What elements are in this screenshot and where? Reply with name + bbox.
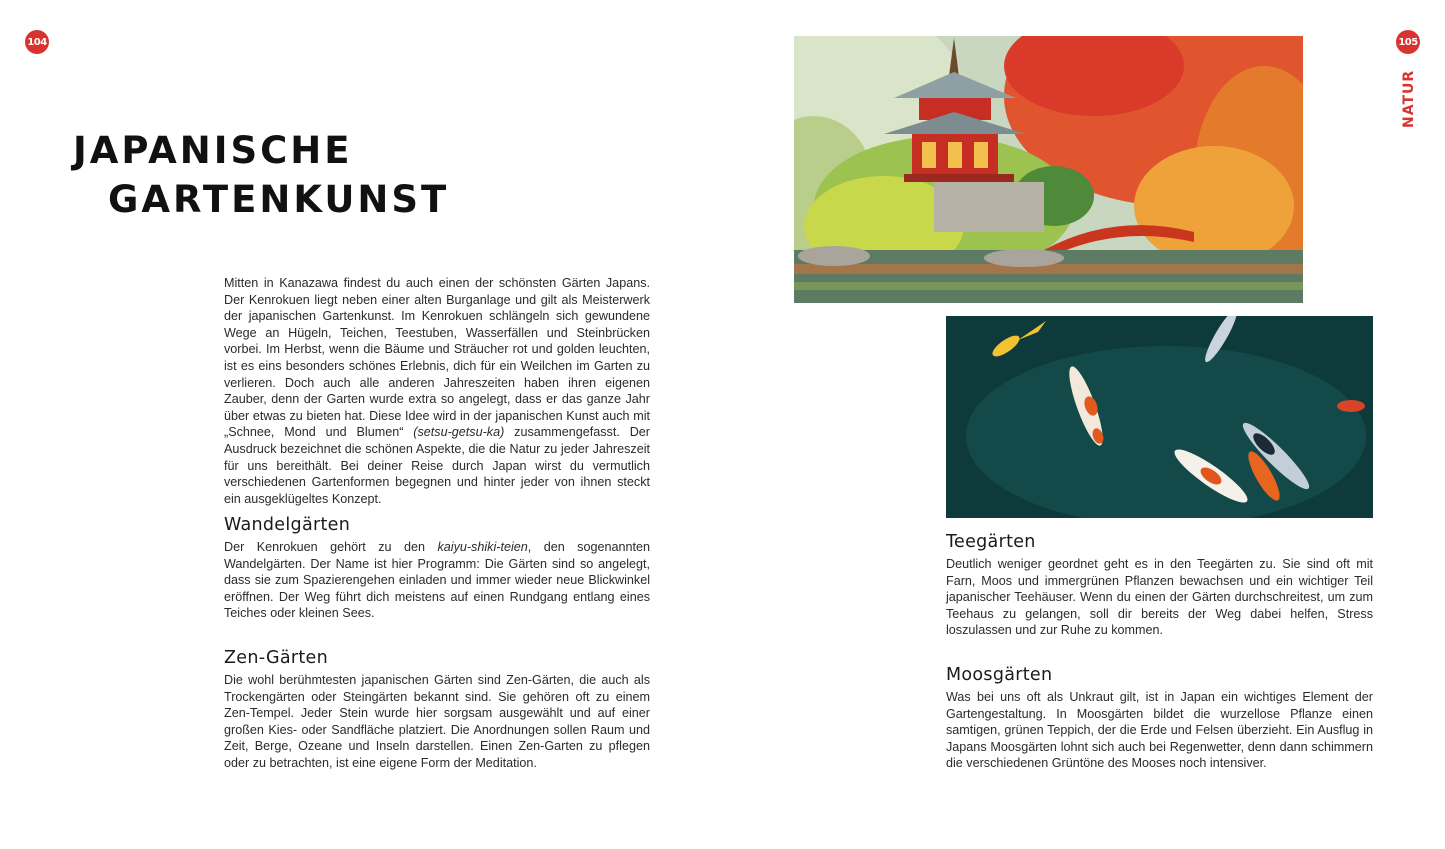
zengaerten-section bbox=[224, 648, 650, 772]
teegaerten-heading: Teegärten bbox=[946, 532, 1036, 552]
koi-pond-photo bbox=[946, 316, 1373, 518]
page-number-right: 105 bbox=[1396, 30, 1420, 54]
wandelgaerten-section bbox=[224, 515, 650, 622]
wandelgaerten-heading: Wandelgärten bbox=[224, 515, 351, 535]
intro-text-2: zusammengefasst. Der Ausdruck bezeichnet die schönen Aspekte, die die Natur zu jeder Jahreszeit für uns bereithält. Bei deiner Reise durch Japan wirst du vermutlich verschiedenen Gartenformen begegnen und hinter jeder von ihnen steckt ein ausgeklügeltes Konzept. bbox=[224, 425, 650, 506]
page-title-line-1: JAPANISCHE bbox=[73, 129, 353, 172]
wandelgaerten-italic-term: kaiyu-shiki-teien bbox=[437, 540, 528, 554]
teegaerten-section bbox=[946, 532, 1373, 639]
wandelgaerten-text-2: , den sogenannten Wandelgärten. Der Name ist hier Programm: Die Gärten sind so angelegt, dass sie zum Spazierengehen einladen und immer wieder neue Blickwinkel eröffnen. Der Weg führt dich meistens auf einen Rundgang entlang eines Teiches oder kleinen Sees. bbox=[224, 540, 650, 621]
intro-italic-term: (setsu-getsu-ka) bbox=[413, 425, 505, 440]
page-title-line-2: GARTENKUNST bbox=[108, 178, 450, 221]
page-number-left: 104 bbox=[25, 30, 49, 54]
zengaerten-paragraph: Die wohl berühmtesten japanischen Gärten sind Zen-Gärten, die auch als Trockengärten oder Steingärten bekannt sind. Sie gehören oft zu einem Zen-Tempel. Jeder Stein wurde hier sorgsam ausgewählt und auf einer großen Kies- oder Sandfläche platziert. Die Anordnungen sollen Raum und Zeit, Berge, Ozeane und Inseln darstellen. Einen Zen-Garten zu pflegen oder zu betrachten, ist eine eigene Form der Meditation. bbox=[224, 673, 650, 770]
wandelgaerten-text-1: Der Kenrokuen gehört zu den bbox=[224, 540, 438, 554]
intro-paragraph bbox=[224, 275, 650, 507]
moosgaerten-paragraph: Was bei uns oft als Unkraut gilt, ist in Japan ein wichtiges Element der Gartengestaltung. In Moosgärten bildet die wurzellose Pflanze einen samtigen, grünen Teppich, der die Erde und Felsen überzieht. Ein Ausflug in Japans Moosgärten lohnt sich auch bei Regenwetter, denn dann schimmern die verschiedenen Grüntöne des Mooses noch intensiver. bbox=[946, 690, 1373, 771]
moosgaerten-section bbox=[946, 665, 1373, 772]
moosgaerten-heading: Moosgärten bbox=[946, 665, 1053, 685]
wandelgaerten-paragraph bbox=[224, 539, 650, 622]
section-label: NATUR bbox=[1401, 69, 1417, 129]
teegaerten-paragraph: Deutlich weniger geordnet geht es in den Teegärten zu. Sie sind oft mit Farn, Moos und immergrünen Pflanzen bewachsen und ein wichtiger Teil japanischer Teehäuser. Wenn du einen der Gärten durchschreitest, um zum Teehaus zu gelangen, soll dir bereits der Weg dabei helfen, Stress loszulassen und zur Ruhe zu kommen. bbox=[946, 557, 1373, 638]
intro-text-1: Mitten in Kanazawa findest du auch einen der schönsten Gärten Japans. Der Kenrokuen liegt neben einer alten Burganlage und gilt als Meisterwerk der japanischen Gartenkunst. Im Kenrokuen schlängeln sich gewundene Wege an Hügeln, Teichen, Teestuben, Wasserfällen und Steinbrücken vorbei. Im Herbst, wenn die Bäume und Sträucher rot und golden leuchten, ist es eins besonders schönes Erlebnis, dich für ein Weilchen im Garten zu verlieren. Doch auch alle anderen Jahreszeiten haben ihren eigenen Zauber, denn der Garten wurde extra so angelegt, dass er das ganze Jahr über etwas zu bieten hat. Diese Idee wird in der japanischen Kunst auch mit „Schnee, Mond und Blumen“ bbox=[224, 276, 650, 440]
zengaerten-heading: Zen-Gärten bbox=[224, 648, 329, 668]
temple-autumn-photo bbox=[794, 36, 1303, 303]
intro-section bbox=[224, 275, 650, 507]
